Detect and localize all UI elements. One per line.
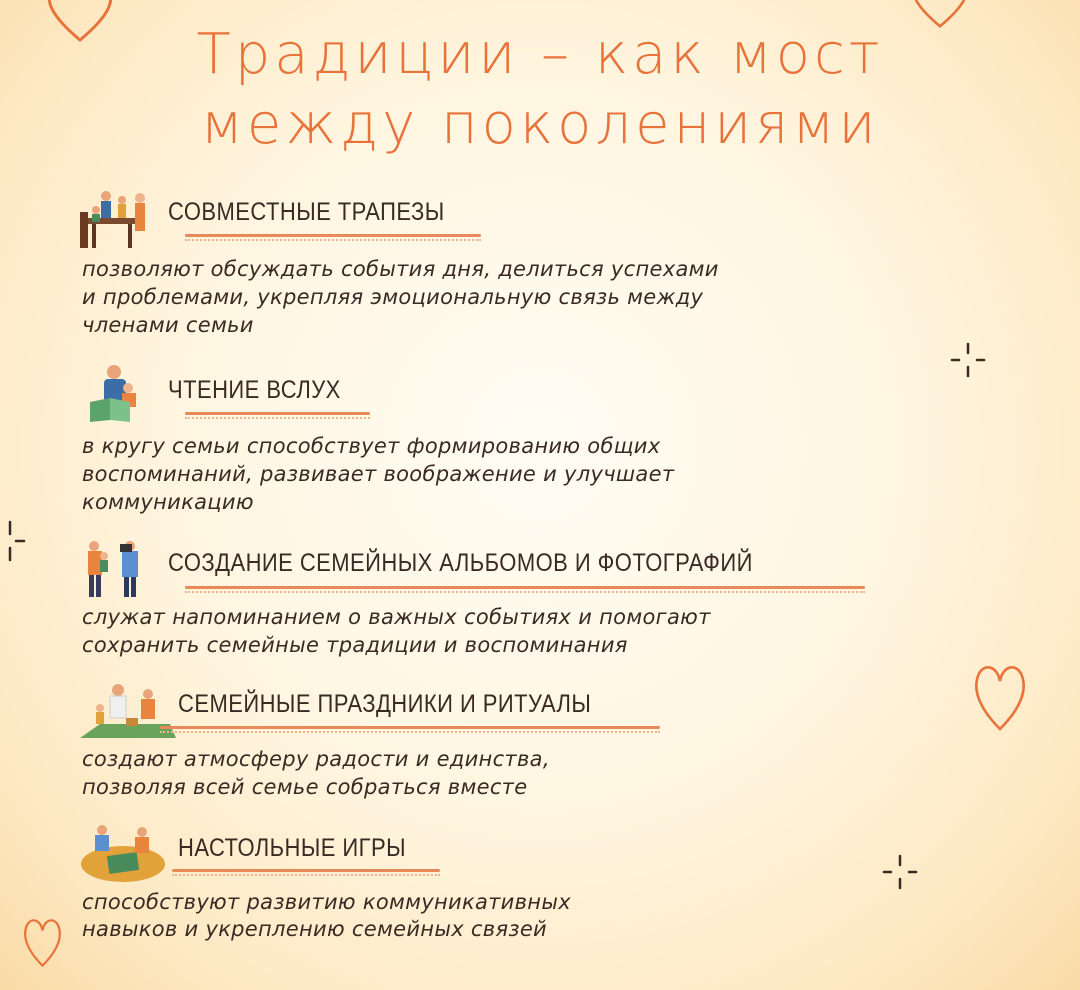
family-picnic-icon [80, 680, 176, 744]
heart-icon [20, 915, 65, 970]
family-photo-icon [80, 538, 152, 600]
section-heading: СОВМЕСТНЫЕ ТРАПЕЗЫ [168, 198, 445, 226]
heart-icon [970, 660, 1030, 735]
section-text-line: позволяя всей семье собраться вместе [82, 775, 528, 799]
section-text-line: и проблемами, укрепляя эмоциональную связь между [82, 285, 704, 309]
heading-underline [160, 726, 660, 729]
heading-underline [185, 586, 865, 589]
section-text-line: создают атмосферу радости и единства, [82, 747, 550, 771]
page-title-line-2: между поколениями [200, 92, 880, 157]
section-text-line: коммуникацию [82, 490, 254, 514]
sparkle-icon [948, 340, 988, 380]
section-text-line: членами семьи [82, 313, 254, 337]
reading-aloud-icon [86, 362, 146, 424]
section-heading: СЕМЕЙНЫЕ ПРАЗДНИКИ И РИТУАЛЫ [178, 690, 592, 718]
sparkle-icon [880, 852, 920, 892]
section-text-line: воспоминаний, развивает воображение и улучшает [82, 462, 675, 486]
board-game-icon [80, 822, 166, 884]
section-text-line: служат напоминанием о важных событиях и помогают [82, 605, 711, 629]
page-title-line-1: Традиции – как мост [196, 22, 884, 87]
heading-underline [185, 412, 370, 415]
heading-underline [185, 234, 481, 237]
section-text-line: позволяют обсуждать события дня, делиться успехами [82, 257, 719, 281]
section-heading: ЧТЕНИЕ ВСЛУХ [168, 376, 341, 404]
section-text-line: способствуют развитию коммуникативных [82, 890, 571, 914]
heading-underline [172, 869, 440, 872]
section-text-line: в кругу семьи способствует формированию общих [82, 434, 661, 458]
section-heading: СОЗДАНИЕ СЕМЕЙНЫХ АЛЬБОМОВ И ФОТОГРАФИЙ [168, 549, 753, 577]
section-heading: НАСТОЛЬНЫЕ ИГРЫ [178, 834, 407, 862]
family-dinner-icon [80, 188, 152, 250]
section-text-line: навыков и укреплению семейных связей [82, 917, 548, 941]
sparkle-icon [0, 518, 30, 564]
section-text-line: сохранить семейные традиции и воспоминания [82, 633, 628, 657]
